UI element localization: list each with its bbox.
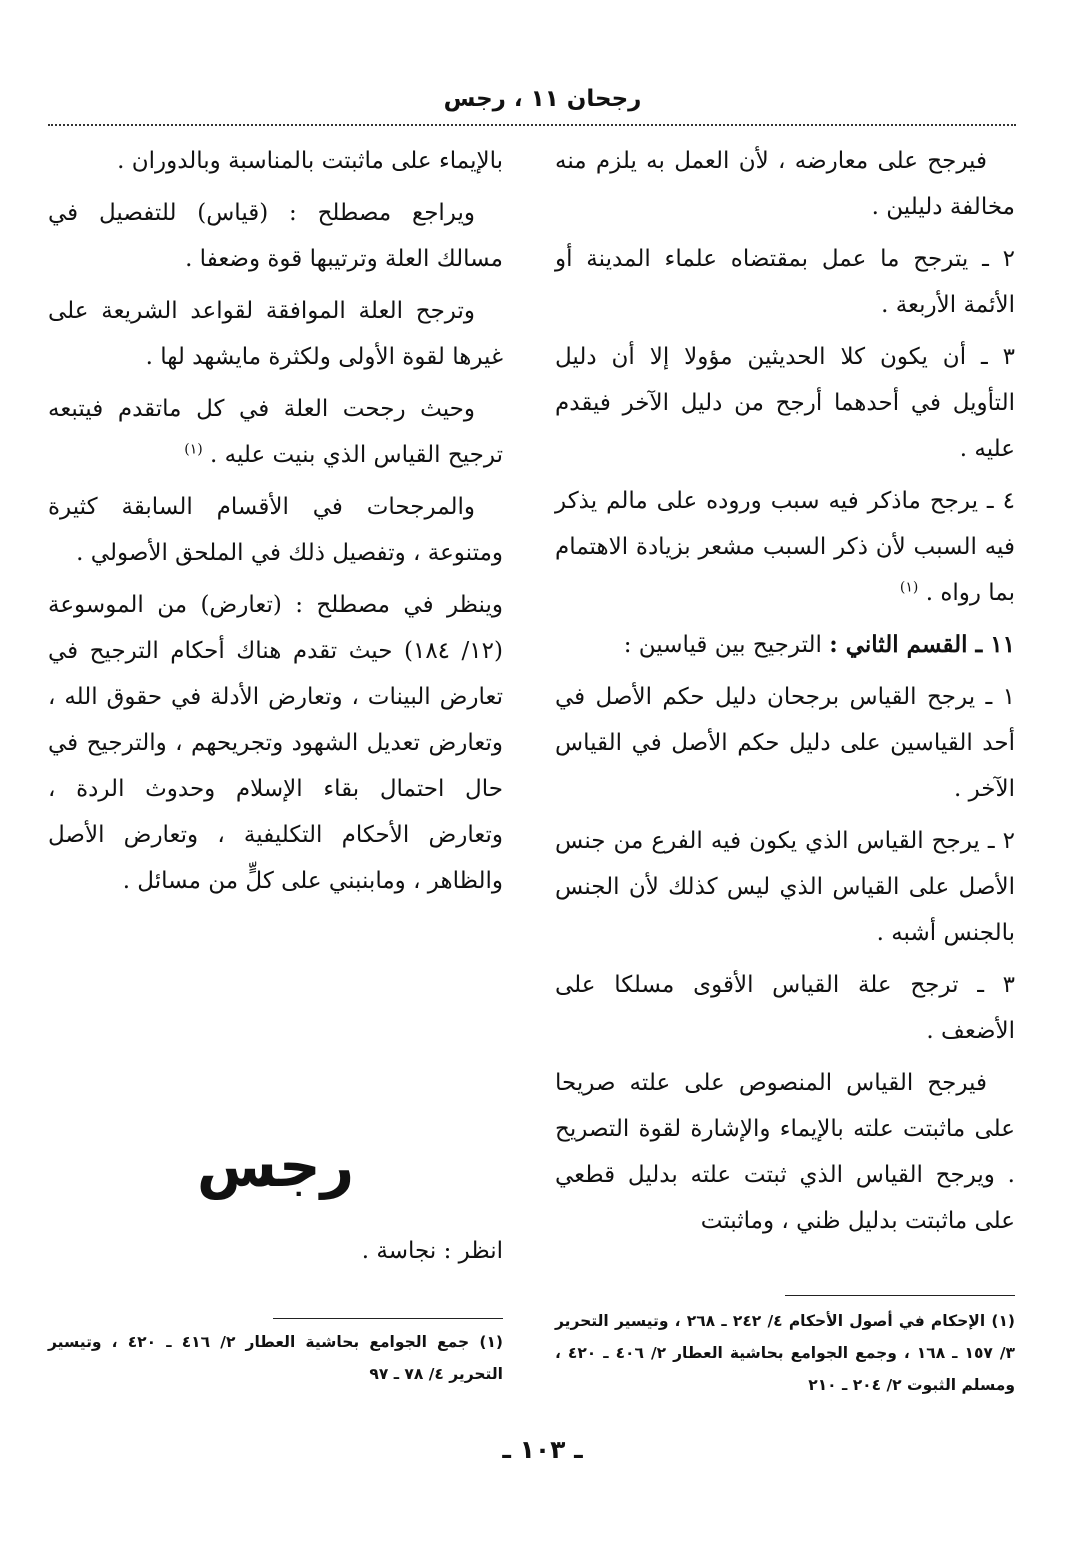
left-column [48, 138, 503, 910]
paragraph [48, 386, 503, 478]
paragraph: فيرجح القياس المنصوص على علته صريحا على ماثبتت علته بالإيماء والإشارة لقوة التصريح . ويرجح القياس الذي ثبتت علته بدليل قطعي على ماثبتت بدليل ظني ، وماثبتت [555, 1070, 1015, 1234]
page-number: ـ ١٠٣ ـ [502, 1435, 583, 1464]
footnote-divider-right [785, 1295, 1015, 1296]
paragraph: ٣ ـ أن يكون كلا الحديثين مؤولا إلا أن دليل التأويل في أحدهما أرجح من دليل الآخر فيقدم عليه . [555, 344, 1015, 462]
right-column [555, 138, 1015, 1250]
footnote-marker: (١) [899, 579, 919, 596]
entry-title: رجس [196, 1132, 355, 1200]
paragraph: والمرجحات في الأقسام السابقة كثيرة ومتنوعة ، وتفصيل ذلك في الملحق الأصولي . [48, 494, 503, 566]
section-number: ١١ ـ القسم الثاني : [829, 631, 1015, 658]
running-header: رجحان ١١ ، رجس [443, 86, 642, 112]
header-divider [48, 124, 1016, 126]
footnote-divider-left [273, 1318, 503, 1319]
paragraph: بالإيماء على ماثبتت بالمناسبة وبالدوران . [117, 148, 503, 174]
paragraph-text: ٤ ـ يرجح ماذكر فيه سبب وروده على مالم يذكر فيه السبب لأن ذكر السبب مشعر بزيادة الاهتمام بما رواه . [555, 488, 1015, 606]
paragraph: ١ ـ يرجح القياس برجحان دليل حكم الأصل في أحد القياسين على دليل حكم الأصل في القياس الآخر . [555, 684, 1015, 802]
paragraph: ٢ ـ يترجح ما عمل بمقتضاه علماء المدينة أو الأئمة الأربعة . [555, 246, 1015, 318]
paragraph [555, 478, 1015, 616]
paragraph: ٣ ـ ترجح علة القياس الأقوى مسلكا على الأضعف . [555, 972, 1015, 1044]
paragraph: ٢ ـ يرجح القياس الذي يكون فيه الفرع من جنس الأصل على القياس الذي ليس كذلك لأن الجنس بالجنس أشبه . [555, 828, 1015, 946]
see-also-reference: انظر : نجاسة . [361, 1238, 503, 1264]
paragraph-text: وحيث رجحت العلة في كل ماتقدم فيتبعه ترجيح القياس الذي بنيت عليه . [48, 396, 503, 468]
paragraph: وينظر في مصطلح : (تعارض) من الموسوعة (١٢/ ١٨٤) حيث تقدم هناك أحكام الترجيح في تعارض البينات ، وتعارض الأدلة في حقوق الله ، وتعارض تعديل الشهود وتجريحهم ، والترجيح في حال احتمال بقاء الإسلام وحدوث الردة ، وتعارض الأحكام التكليفية ، وتعارض الأصل والظاهر ، ومابنبني على كلٍّ من مسائل . [48, 592, 503, 894]
footnote-left: (١) جمع الجوامع بحاشية العطار ٢/ ٤١٦ ـ ٤٢٠ ، وتيسير التحرير ٤/ ٧٨ ـ ٩٧ [48, 1333, 503, 1383]
paragraph: فيرجح على معارضه ، لأن العمل به يلزم منه مخالفة دليلين . [555, 148, 1015, 220]
paragraph: وترجح العلة الموافقة لقواعد الشريعة على غيرها لقوة الأولى ولكثرة مايشهد لها . [48, 298, 503, 370]
section-heading [555, 622, 1015, 668]
footnote-marker: (١) [184, 441, 203, 458]
section-title: الترجيح بين قياسين : [623, 632, 822, 658]
paragraph: ويراجع مصطلح : (قياس) للتفصيل في مسالك العلة وترتيبها قوة وضعفا . [48, 200, 503, 272]
footnote-right: (١) الإحكام في أصول الأحكام ٤/ ٢٤٢ ـ ٢٦٨ ، وتيسير التحرير ٣/ ١٥٧ ـ ١٦٨ ، وجمع الجوامع بحاشية العطار ٢/ ٤٠٦ ـ ٤٢٠ ، ومسلم الثبوت ٢/ ٢٠٤ ـ ٢١٠ [555, 1312, 1016, 1394]
